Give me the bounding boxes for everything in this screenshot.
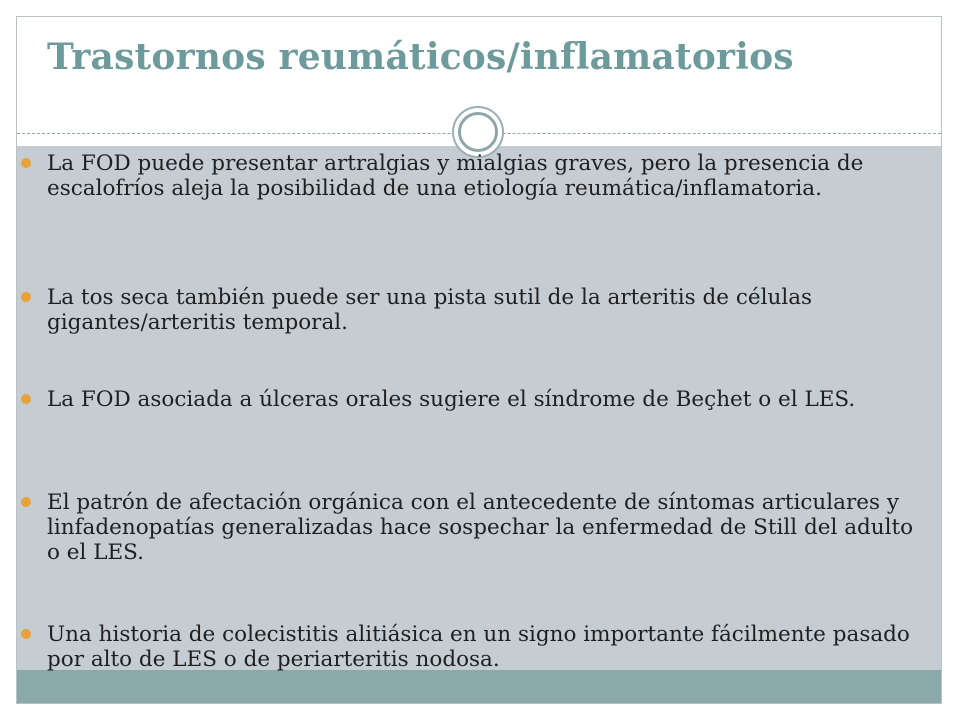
bullet-dot-icon <box>21 158 31 168</box>
bullet-text: El patrón de afectación orgánica con el antecedente de síntomas articulares y linfadenopatías generalizadas hace sospechar la enfermedad de Still del adulto o el LES. <box>47 490 914 565</box>
bullet-dot-icon <box>21 497 31 507</box>
bullet-text: La tos seca también puede ser una pista sutil de la arteritis de células gigantes/arteritis temporal. <box>47 285 813 335</box>
bullet-text: Una historia de colecistitis alitiásica en un signo importante fácilmente pasado por alto de LES o de periarteritis nodosa. <box>47 622 910 672</box>
bullet-dot-icon <box>21 292 31 302</box>
slide-title: Trastornos reumáticos/inflamatorios <box>47 36 794 78</box>
bullet-dot-icon <box>21 394 31 404</box>
bullet-dot-icon <box>21 629 31 639</box>
bullet-text: La FOD puede presentar artralgias y mialgias graves, pero la presencia de escalofríos aleja la posibilidad de una etiología reumática/inflamatoria. <box>47 151 864 201</box>
bullet-text: La FOD asociada a úlceras orales sugiere el síndrome de Beçhet o el LES. <box>47 387 856 412</box>
